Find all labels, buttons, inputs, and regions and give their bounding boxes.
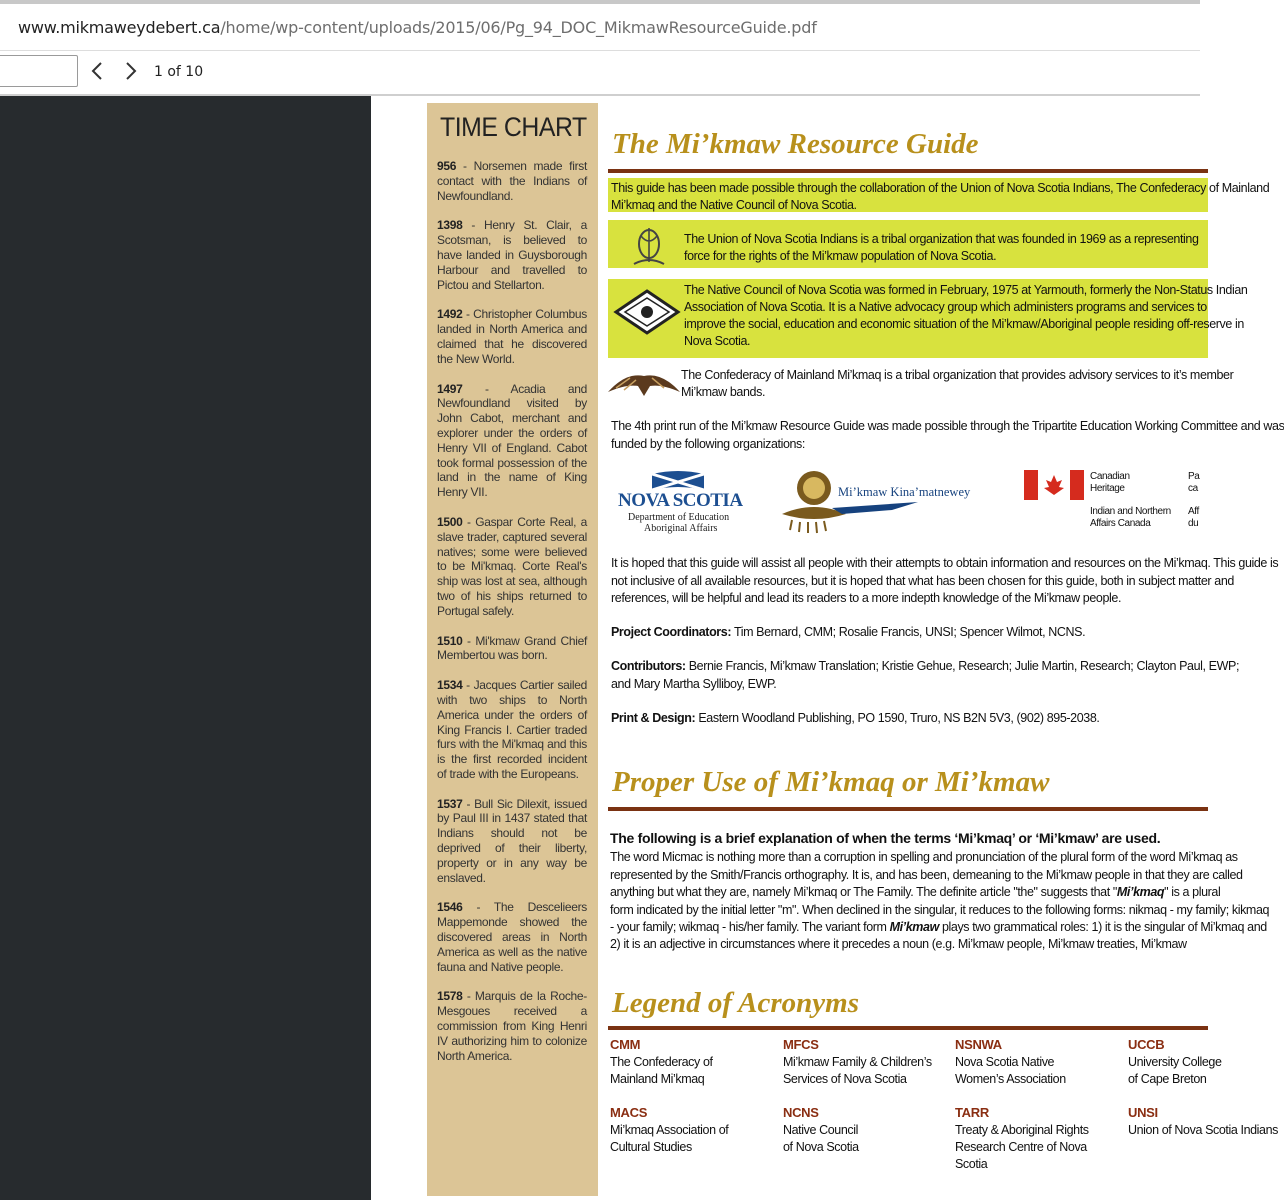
guide-title: The Mi’kmaw Resource Guide: [612, 128, 979, 160]
acronym-abbr: TARR: [955, 1105, 989, 1120]
time-chart-entry: [437, 797, 587, 886]
entry-text: - Mi'kmaw Grand Chief Membertou was born.: [437, 633, 587, 663]
entry-year: 1398: [437, 218, 463, 233]
time-chart-entry: [437, 900, 587, 974]
time-chart-entry: [437, 634, 587, 664]
coordinators-line: [611, 624, 1085, 641]
usage-text: " is a plural: [1164, 885, 1221, 899]
usage-text: plays two grammatical roles: 1) it is the singular of Mi’kmaq and: [938, 920, 1267, 934]
acronym-name: University College: [1128, 1055, 1222, 1069]
intro-line: This guide has been made possible through the collaboration of the Union of Nova Scotia Indians, The Confederacy of Mainland: [611, 181, 1270, 195]
entry-text: - Christopher Columbus landed in North America and claimed that he discovered the New World.: [437, 307, 587, 366]
acronym-name: Treaty & Aboriginal Rights: [955, 1123, 1089, 1137]
usage-line: The word Micmac is nothing more than a corruption in spelling and pronunciation of the plural form of the word Mi’kmaq as: [610, 850, 1238, 864]
contributors-label: Contributors:: [611, 659, 686, 673]
usage-title: Proper Use of Mi’kmaq or Mi’kmaw: [612, 766, 1050, 798]
hope-line: not inclusive of all available resources, but it is hoped that what has been chosen for this guide, both in subject matter and: [611, 574, 1234, 588]
time-chart-entry: [437, 515, 587, 619]
unsi-line: The Union of Nova Scotia Indians is a tribal organization that was founded in 1969 as a representing: [684, 232, 1199, 246]
ns-dept: Aboriginal Affairs: [644, 523, 718, 534]
viewer-background: [0, 96, 371, 1200]
address-bar[interactable]: [0, 4, 1200, 51]
usage-rule: [608, 807, 1208, 811]
print-design-text: Eastern Woodland Publishing, PO 1590, Truro, NS B2N 5V3, (902) 895-2038.: [695, 711, 1100, 725]
acronym-name: The Confederacy of: [610, 1055, 713, 1069]
acronym-name: Nova Scotia Native: [955, 1055, 1055, 1069]
coordinators-text: Tim Bernard, CMM; Rosalie Francis, UNSI; Spencer Wilmot, NCNS.: [731, 625, 1086, 639]
usage-line: 2) it is an adjective in circumstances where it precedes a noun (e.g. Mi’kmaw people, Mi’kmaw treaties, Mi’kmaw: [610, 937, 1187, 951]
time-chart-entry: [437, 218, 587, 292]
acronym-name: Scotia: [955, 1157, 988, 1171]
pdf-search-input[interactable]: [0, 55, 78, 87]
inac-label: Affairs Canada: [1090, 518, 1151, 529]
contributors-line: [611, 658, 1239, 675]
print-run-line: funded by the following organizations:: [611, 437, 805, 451]
cmm-eagle-logo-icon: [606, 364, 682, 398]
entry-year: 1546: [437, 900, 463, 915]
usage-text: - your family; wikmaq - his/her family. The variant form: [610, 920, 890, 934]
print-run-line: The 4th print run of the Mi’kmaw Resource Guide was made possible through the Tripartite Education Working Committee and was: [611, 419, 1284, 433]
time-chart-entry: [437, 307, 587, 366]
unsi-logo-icon: [624, 222, 674, 272]
entry-year: 1500: [437, 514, 463, 529]
entry-text: - Jacques Cartier sailed with two ships to North America under the orders of King Francis I. Cartier traded furs with the Mi'kmaq and this is the first recorded incident of trade with the Europeans.: [437, 678, 587, 781]
print-design-label: Print & Design:: [611, 711, 696, 725]
time-chart-entry: [437, 159, 587, 203]
acronym-abbr: MFCS: [783, 1037, 819, 1052]
acronym-name: of Cape Breton: [1128, 1072, 1207, 1086]
acronym-name: Native Council: [783, 1123, 858, 1137]
ncns-logo-icon: [614, 289, 680, 335]
pdf-viewer[interactable]: [0, 96, 1284, 1200]
canada-flag-icon: [1024, 470, 1084, 500]
entry-year: 956: [437, 159, 457, 173]
time-chart-sidebar: [427, 103, 598, 1196]
acronym-abbr: MACS: [610, 1105, 648, 1120]
coordinators-label: Project Coordinators:: [611, 625, 732, 639]
acronym-name: Women’s Association: [955, 1072, 1066, 1086]
entry-year: 1492: [437, 307, 463, 322]
ncns-line: improve the social, education and economic situation of the Mi’kmaw/Aboriginal people residing off-reserve in: [684, 317, 1244, 331]
ncns-line: The Native Council of Nova Scotia was formed in February, 1975 at Yarmouth, formerly the Non-Status Indian: [684, 283, 1248, 297]
acronym-name: of Nova Scotia: [783, 1140, 859, 1154]
acronym-abbr: UNSI: [1128, 1105, 1158, 1120]
patrimoine-label: Pa: [1188, 471, 1200, 482]
time-chart-entry: [437, 989, 587, 1063]
entry-text: - Acadia and Newfoundland visited by John Cabot, merchant and explorer under the orders of Henry VII of England. Cabot took formal possession of the land in the name of King Henry VII.: [437, 381, 587, 500]
hope-line: It is hoped that this guide will assist all people with their attempts to obtain information and resources on the Mi’kmaq. This guide is: [611, 556, 1279, 570]
acronym-abbr: CMM: [610, 1037, 641, 1052]
canadian-heritage-label: Heritage: [1090, 483, 1125, 494]
usage-lead: The following is a brief explanation of when the terms ‘Mi’kmaq’ or ‘Mi’kmaw’ are used.: [610, 830, 1161, 846]
patrimoine-label: ca: [1188, 483, 1198, 494]
acronym-name: Research Centre of Nova: [955, 1140, 1087, 1154]
entry-year: 1497: [437, 381, 463, 396]
usage-line: form indicated by the initial letter "m". When declined in the singular, it reduces to the following forms: nikmaq - my family; kikmaq: [610, 903, 1270, 917]
entry-text: - Henry St. Clair, a Scotsman, is believed to have landed in Guysborough Harbour and travelled to Pictou and Stellarton.: [437, 218, 587, 292]
inac-label: Indian and Northern: [1090, 506, 1171, 517]
canadian-heritage-label: Canadian: [1090, 471, 1130, 482]
entry-year: 1537: [437, 796, 463, 811]
acronym-name: Mainland Mi’kmaq: [610, 1072, 705, 1086]
entry-year: 1510: [437, 633, 463, 648]
usage-line: [610, 884, 1220, 901]
time-chart-title: TIME CHART: [440, 112, 587, 142]
entry-text: - Marquis de la Roche-Mesgoues received a commission from King Henri IV authorizing him to colonize North America.: [437, 989, 587, 1063]
hope-line: references, will be helpful and lead its readers to a more indepth knowledge of the Mi’kmaw people.: [611, 591, 1122, 605]
unsi-line: force for the rights of the Mi’kmaw population of Nova Scotia.: [684, 249, 997, 263]
chevron-left-icon[interactable]: [86, 59, 110, 83]
entry-text: - Bull Sic Dilexit, issued by Paul III in 1437 stated that Indians should not be deprived of their liberty, property or in any way be enslaved.: [437, 796, 587, 885]
url-path: /home/wp-content/uploads/2015/06/Pg_94_DOC_MikmawResourceGuide.pdf: [220, 18, 817, 37]
chevron-right-icon[interactable]: [118, 59, 142, 83]
entry-text: - Gaspar Corte Real, a slave trader, captured several natives; some were believed to be Mi'kmaq. Corte Real's ship was lost at sea, although two of his ships returned to Portugal safely.: [437, 514, 587, 618]
usage-text: anything but what they are, namely Mi’kmaq or The Family. The definite article "the" suggests that ": [610, 885, 1117, 899]
acronym-abbr: NSNWA: [955, 1037, 1002, 1052]
entry-year: 1578: [437, 989, 463, 1004]
ns-dept: Department of Education: [628, 512, 730, 523]
usage-emphasis: Mi’kmaq: [1116, 885, 1165, 899]
acronym-name: Services of Nova Scotia: [783, 1072, 907, 1086]
url-text[interactable]: [18, 18, 817, 37]
nova-scotia-flag-icon: [650, 470, 706, 492]
guide-content: [608, 96, 1284, 1200]
time-chart-entry: [437, 382, 587, 500]
print-design-line: [611, 710, 1099, 727]
contributors-text: Bernie Francis, Mi’kmaw Translation; Kristie Gehue, Research; Julie Martin, Research; Clayton Paul, EWP;: [685, 659, 1240, 673]
time-chart-list: [437, 159, 587, 1078]
ncns-line: Nova Scotia.: [684, 334, 751, 348]
contributors-line: and Mary Martha Sylliboy, EWP.: [611, 677, 777, 691]
entry-year: 1534: [437, 678, 463, 693]
page-indicator: 1 of 10: [154, 64, 204, 80]
mikmaw-kinamatnewey-logo: [772, 468, 992, 538]
intro-line: Mi’kmaq and the Native Council of Nova Scotia.: [611, 198, 857, 212]
ns-name: NOVA SCOTIA: [618, 490, 743, 511]
acronym-abbr: NCNS: [783, 1105, 819, 1120]
pdf-toolbar: [0, 51, 1200, 96]
title-rule: [608, 169, 1208, 173]
time-chart-entry: [437, 678, 587, 782]
acronym-name: Cultural Studies: [610, 1140, 692, 1154]
legend-title: Legend of Acronyms: [612, 987, 860, 1019]
usage-line: represented by the Smith/Francis orthography. It is, and has been, demeaning to the Mi’kmaw people in that they are called: [610, 868, 1243, 882]
aanc-label: du: [1188, 518, 1199, 529]
acronym-name: Mi’kmaw Family & Children’s: [783, 1055, 932, 1069]
acronym-name: Union of Nova Scotia Indians: [1128, 1123, 1279, 1137]
aanc-label: Aff: [1188, 506, 1199, 517]
nova-scotia-logo: [610, 468, 760, 538]
cmm-line: The Confederacy of Mainland Mi’kmaq is a tribal organization that provides advisory services to it’s member: [681, 368, 1234, 382]
pdf-page: [371, 96, 1284, 1200]
entry-text: - The Descelieers Mappemonde showed the discovered areas in North America as well as the native fauna and Native people.: [437, 900, 587, 974]
kinamatnewey-name: Mi’kmaw Kina’matnewey: [838, 485, 971, 499]
ncns-line: Association of Nova Scotia. It is a Native advocacy group which administers programs and services to: [684, 300, 1207, 314]
usage-line: [610, 919, 1267, 936]
url-domain: www.mikmaweydebert.ca: [18, 18, 221, 37]
kinamatnewey-emblem-icon: [772, 468, 922, 534]
usage-emphasis: Mi’kmaw: [889, 920, 939, 934]
acronym-name: Mi’kmaq Association of: [610, 1123, 729, 1137]
legend-rule: [608, 1026, 1208, 1030]
entry-text: - Norsemen made first contact with the Indians of Newfoundland.: [437, 159, 587, 203]
acronym-abbr: UCCB: [1128, 1037, 1165, 1052]
cmm-line: Mi’kmaw bands.: [681, 385, 766, 399]
